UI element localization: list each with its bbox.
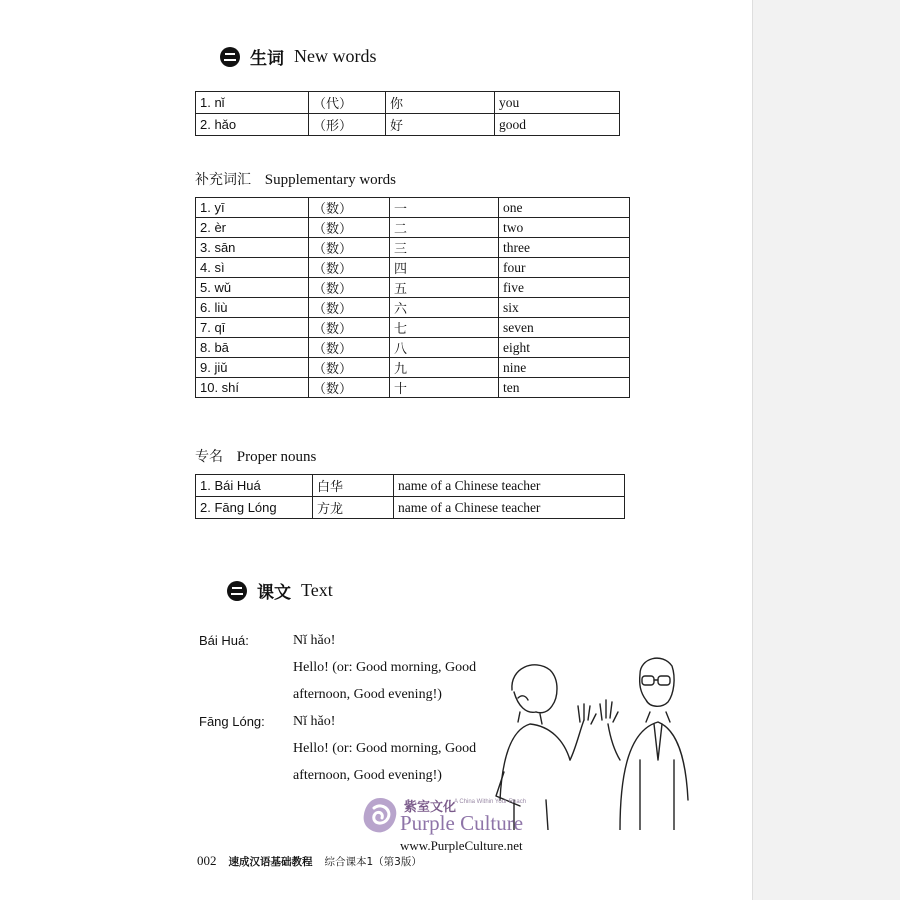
book-volume: 综合课本1（第3版） <box>324 856 422 868</box>
table-cell: 九 <box>390 358 499 378</box>
table-cell: 白华 <box>313 475 394 497</box>
watermark-cn: 紫室文化 <box>404 800 457 815</box>
proper-nouns-table <box>195 474 625 519</box>
proper-nouns-heading <box>195 446 316 466</box>
table-cell: 5. wǔ <box>196 278 309 298</box>
table-cell: （数） <box>309 318 390 338</box>
table-row <box>196 318 630 338</box>
section-title-cn: 课文 <box>257 583 291 603</box>
supplementary-title-en: Supplementary words <box>264 172 396 188</box>
table-cell: 3. sān <box>196 238 309 258</box>
page-footer <box>197 853 422 869</box>
supplementary-title-cn: 补充词汇 <box>195 172 251 188</box>
table-cell: （代） <box>309 92 386 114</box>
table-cell: 七 <box>390 318 499 338</box>
table-cell: （形） <box>309 114 386 136</box>
table-cell: three <box>499 238 630 258</box>
table-cell: ten <box>499 378 630 398</box>
proper-nouns-title-en: Proper nouns <box>236 449 317 465</box>
table-cell: （数） <box>309 278 390 298</box>
table-row <box>196 238 630 258</box>
table-cell: 六 <box>390 298 499 318</box>
table-cell: five <box>499 278 630 298</box>
section-heading-new-words <box>220 44 377 69</box>
table-cell: （数） <box>309 338 390 358</box>
table-row <box>196 218 630 238</box>
table-cell: 9. jiǔ <box>196 358 309 378</box>
table-cell: 10. shí <box>196 378 309 398</box>
table-cell: 方龙 <box>313 497 394 519</box>
page-edge <box>752 0 900 900</box>
table-cell: 7. qī <box>196 318 309 338</box>
table-cell: 4. sì <box>196 258 309 278</box>
dialogue-turn <box>199 708 493 789</box>
table-cell: 2. hǎo <box>196 114 309 136</box>
table-row <box>196 92 620 114</box>
new-words-table <box>195 91 620 136</box>
table-cell: 一 <box>390 198 499 218</box>
table-cell: 8. bā <box>196 338 309 358</box>
table-cell: 四 <box>390 258 499 278</box>
table-cell: （数） <box>309 258 390 278</box>
dialogue-line: afternoon, Good evening!) <box>293 687 442 702</box>
table-cell: one <box>499 198 630 218</box>
table-row <box>196 278 630 298</box>
supplementary-words-table <box>195 197 630 398</box>
table-cell: 二 <box>390 218 499 238</box>
table-cell: two <box>499 218 630 238</box>
table-row <box>196 258 630 278</box>
table-cell: 三 <box>390 238 499 258</box>
table-row <box>196 378 630 398</box>
page-number: 002 <box>197 853 217 868</box>
table-cell: good <box>495 114 620 136</box>
table-cell: 2. Fāng Lóng <box>196 497 313 519</box>
supplementary-heading <box>195 169 396 189</box>
table-cell: 十 <box>390 378 499 398</box>
table-cell: 6. liù <box>196 298 309 318</box>
purple-culture-logo-icon <box>360 796 400 836</box>
table-row <box>196 497 625 519</box>
table-cell: （数） <box>309 298 390 318</box>
dialogue-line: Hello! (or: Good morning, Good <box>293 741 477 756</box>
table-cell: 1. nǐ <box>196 92 309 114</box>
dialogue-line: Hello! (or: Good morning, Good <box>293 660 477 675</box>
dialogue-speaker: Bái Huá: <box>199 633 249 648</box>
table-cell: nine <box>499 358 630 378</box>
watermark-url: www.PurpleCulture.net <box>400 838 523 853</box>
dialogue <box>199 627 493 789</box>
table-cell: （数） <box>309 378 390 398</box>
dialogue-lines <box>293 708 493 789</box>
table-row <box>196 338 630 358</box>
dialogue-line: Nǐ hǎo! <box>293 633 336 648</box>
table-cell: 五 <box>390 278 499 298</box>
section-number-icon <box>220 47 240 67</box>
table-cell: 你 <box>386 92 495 114</box>
proper-nouns-title-cn: 专名 <box>195 449 223 465</box>
table-row <box>196 198 630 218</box>
section-number-icon <box>227 581 247 601</box>
table-cell: 1. Bái Huá <box>196 475 313 497</box>
table-cell: name of a Chinese teacher <box>394 497 625 519</box>
dialogue-line: afternoon, Good evening!) <box>293 768 442 783</box>
table-cell: （数） <box>309 218 390 238</box>
table-row <box>196 114 620 136</box>
table-cell: seven <box>499 318 630 338</box>
section-title-en: Text <box>301 580 333 600</box>
table-cell: 八 <box>390 338 499 358</box>
watermark <box>360 796 560 856</box>
table-cell: （数） <box>309 238 390 258</box>
watermark-tagline: A China Within Your Reach <box>454 799 527 805</box>
dialogue-speaker: Fāng Lóng: <box>199 714 265 729</box>
section-title-en: New words <box>294 46 377 66</box>
dialogue-line: Nǐ hǎo! <box>293 714 336 729</box>
section-title-cn: 生词 <box>250 49 284 69</box>
book-title: 速成汉语基础教程 <box>228 856 313 868</box>
watermark-brand: Purple Culture <box>400 811 524 835</box>
table-cell: （数） <box>309 198 390 218</box>
table-cell: eight <box>499 338 630 358</box>
dialogue-lines <box>293 627 493 708</box>
man-figure <box>600 658 688 830</box>
table-cell: name of a Chinese teacher <box>394 475 625 497</box>
dialogue-turn <box>199 627 493 708</box>
table-cell: six <box>499 298 630 318</box>
table-row <box>196 358 630 378</box>
table-row <box>196 475 625 497</box>
table-row <box>196 298 630 318</box>
table-cell: four <box>499 258 630 278</box>
table-cell: （数） <box>309 358 390 378</box>
table-cell: you <box>495 92 620 114</box>
table-cell: 2. èr <box>196 218 309 238</box>
table-cell: 1. yī <box>196 198 309 218</box>
section-heading-text <box>227 578 333 603</box>
table-cell: 好 <box>386 114 495 136</box>
